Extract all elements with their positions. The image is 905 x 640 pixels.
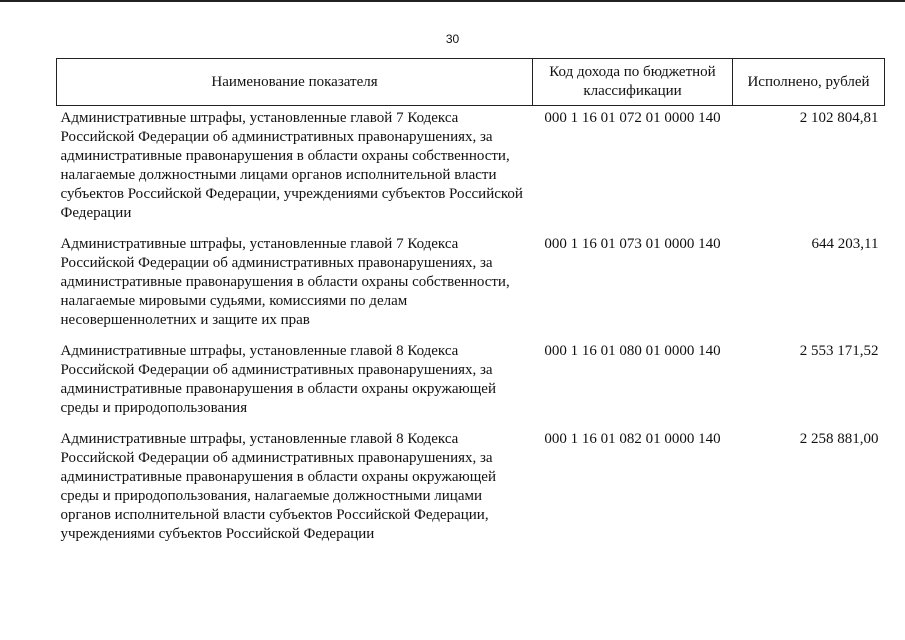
row-revenue-code: 000 1 16 01 073 01 0000 140 — [544, 236, 721, 252]
header-revenue-code: Код дохода по бюджетной классификации — [533, 59, 733, 106]
row-executed-amount: 2 258 881,00 — [799, 431, 879, 447]
table-row — [57, 430, 885, 556]
page-top-border — [0, 0, 905, 2]
row-revenue-code: 000 1 16 01 080 01 0000 140 — [544, 343, 721, 359]
header-indicator-name: Наименование показателя — [57, 59, 533, 106]
header-executed-amount: Исполнено, рублей — [733, 59, 885, 106]
table-header — [57, 59, 885, 106]
row-executed-amount: 2 102 804,81 — [799, 110, 879, 126]
table-row — [57, 106, 885, 236]
table-row — [57, 342, 885, 430]
row-indicator-name: Административные штрафы, установленные главой 8 Кодекса Российской Федерации об административных правонарушениях, за административные правонарушения в области охраны окружающей среды и природопользования — [60, 343, 496, 416]
revenue-report-table — [56, 58, 885, 556]
row-executed-amount: 644 203,11 — [811, 236, 879, 252]
row-revenue-code: 000 1 16 01 082 01 0000 140 — [544, 431, 721, 447]
row-indicator-name: Административные штрафы, установленные главой 7 Кодекса Российской Федерации об административных правонарушениях, за административные правонарушения в области охраны собственности, налагаемые мировыми судьями, комиссиями по делам несовершеннолетних и защите их прав — [60, 236, 510, 328]
row-executed-amount: 2 553 171,52 — [799, 343, 879, 359]
table-header-row — [57, 59, 885, 106]
page-number: 30 — [445, 32, 460, 46]
table-body — [57, 106, 885, 557]
table-row — [57, 235, 885, 342]
row-revenue-code: 000 1 16 01 072 01 0000 140 — [544, 110, 721, 126]
row-indicator-name: Административные штрафы, установленные главой 7 Кодекса Российской Федерации об административных правонарушениях, за административные правонарушения в области охраны собственности, налагаемые должностными лицами органов исполнительной власти субъектов Российской Федерации, учреждениями субъектов Российской Федерации — [60, 110, 523, 221]
row-indicator-name: Административные штрафы, установленные главой 8 Кодекса Российской Федерации об административных правонарушениях, за административные правонарушения в области охраны окружающей среды и природопользования, налагаемые должностными лицами органов исполнительной власти субъектов Российской Федерации, учреждениями субъектов Российской Федерации — [60, 431, 496, 542]
